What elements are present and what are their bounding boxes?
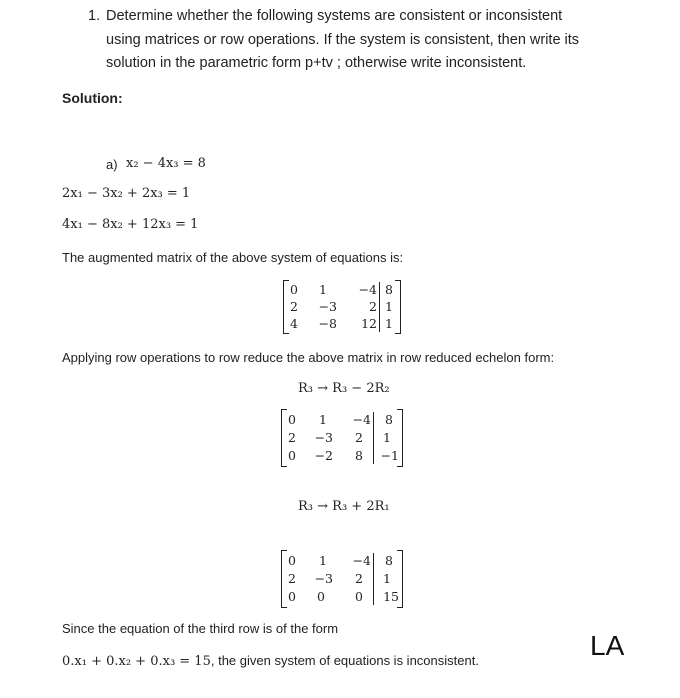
matrix-cell: 8	[385, 553, 393, 568]
conclusion-line-1: Since the equation of the third row is of the form	[62, 621, 339, 636]
augment-bar	[379, 282, 380, 332]
matrix-cell: 1	[383, 571, 391, 586]
matrix-cell: −3	[314, 571, 333, 586]
matrix-cell: 15	[383, 589, 399, 604]
matrix-cell: −4	[352, 412, 371, 427]
matrix-cell: 1	[385, 299, 393, 314]
matrix-cell: 4	[290, 316, 298, 331]
matrix-cell: 1	[385, 316, 393, 331]
row-ops-intro: Applying row operations to row reduce the above matrix in row reduced echelon form:	[62, 350, 555, 365]
reduced-matrix-1	[281, 409, 403, 467]
reduced-matrix-2	[281, 550, 403, 608]
matrix-cell: 2	[290, 299, 298, 314]
matrix-cell: 2	[369, 299, 377, 314]
augment-bar	[373, 553, 374, 605]
matrix-cell: 8	[385, 282, 393, 297]
matrix-cell: 2	[355, 430, 363, 445]
matrix-cell: 2	[288, 571, 296, 586]
matrix-cell: 0	[355, 589, 363, 604]
augmented-intro: The augmented matrix of the above system of equations is:	[62, 250, 404, 265]
matrix-cell: 2	[288, 430, 296, 445]
matrix-cell: 1	[319, 553, 327, 568]
row-operation-1: R₃ → R₃ − 2R₂	[298, 381, 390, 396]
matrix-cell: 1	[383, 430, 391, 445]
matrix-cell: 2	[355, 571, 363, 586]
conclusion-text: , the given system of equations is inconsistent.	[210, 653, 479, 668]
matrix-cell: 8	[385, 412, 393, 427]
question-number: 1.	[88, 8, 101, 24]
equation-2: 2x₁ − 3x₂ + 2x₃ = 1	[62, 186, 191, 201]
row-operation-2: R₃ → R₃ + 2R₁	[298, 499, 390, 514]
matrix-cell: 8	[355, 448, 363, 463]
augmented-matrix	[283, 280, 401, 334]
right-bracket	[395, 280, 401, 334]
matrix-cell: 0	[290, 282, 298, 297]
matrix-cell: 1	[319, 412, 327, 427]
la-watermark: LA	[590, 630, 625, 661]
matrix-cell: 0	[317, 589, 325, 604]
matrix-cell: −4	[352, 553, 371, 568]
matrix-cell: 0	[288, 553, 296, 568]
matrix-cell: 0	[288, 412, 296, 427]
matrix-cell: 1	[319, 282, 327, 297]
equation-1: x₂ − 4x₃ = 8	[126, 156, 206, 171]
matrix-cell: 12	[361, 316, 377, 331]
conclusion-line-2	[62, 652, 479, 670]
solution-heading: Solution:	[62, 90, 123, 106]
matrix-cell: 0	[288, 448, 296, 463]
matrix-cell: −8	[318, 316, 337, 331]
matrix-cell: −2	[314, 448, 333, 463]
matrix-cell: −1	[380, 448, 399, 463]
conclusion-equation: 0.x₁ + 0.x₂ + 0.x₃ = 15	[62, 654, 211, 669]
matrix-cell: 0	[288, 589, 296, 604]
matrix-cell: −4	[358, 282, 377, 297]
part-label: a)	[106, 157, 118, 172]
matrix-cell: −3	[318, 299, 337, 314]
augment-bar	[373, 412, 374, 464]
equation-3: 4x₁ − 8x₂ + 12x₃ = 1	[62, 217, 199, 232]
matrix-cell: −3	[314, 430, 333, 445]
